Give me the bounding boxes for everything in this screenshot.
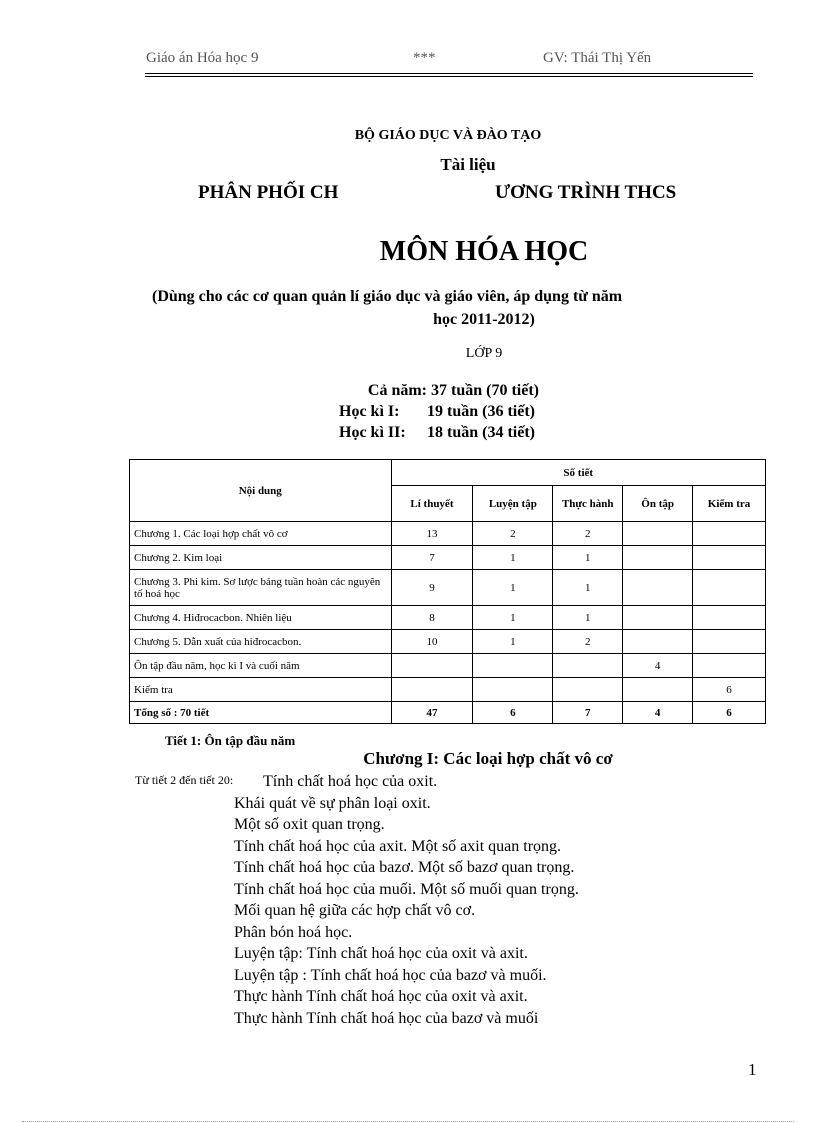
topic-item: Luyện tập : Tính chất hoá học của bazơ và muối. <box>234 966 547 984</box>
topic-item: Phân bón hoá học. <box>234 923 353 941</box>
cell-value: 1 <box>473 546 553 570</box>
cell-value: 2 <box>553 630 623 654</box>
grade-label: LỚP 9 <box>465 346 503 361</box>
usage-line-2: học 2011-2012) <box>433 311 535 328</box>
doc-label: Tài liệu <box>440 155 496 174</box>
cell-value: 9 <box>391 570 473 606</box>
cell-value: 8 <box>391 606 473 630</box>
row-label: Kiểm tra <box>130 678 392 702</box>
cell-value <box>391 678 473 702</box>
row-label: Chương 5. Dẫn xuất của hiđrocacbon. <box>130 630 392 654</box>
cell-value: 1 <box>553 570 623 606</box>
col-header: Thực hành <box>553 486 623 522</box>
usage-line-1: (Dùng cho các cơ quan quản lí giáo dục và giáo viên, áp dụng từ năm <box>152 288 623 305</box>
topic-item: Thực hành Tính chất hoá học của oxit và axit. <box>234 988 528 1005</box>
cell-value <box>623 606 693 630</box>
lesson-1: Tiết 1: Ôn tập đầu năm <box>165 733 296 748</box>
cell-value <box>553 654 623 678</box>
sem1-value: 19 tuần (36 tiết) <box>427 403 535 420</box>
cell-value: 1 <box>553 546 623 570</box>
table-row <box>130 630 766 654</box>
cell-value <box>623 546 693 570</box>
cell-value <box>391 654 473 678</box>
col-header: Kiểm tra <box>693 486 766 522</box>
page-number: 1 <box>748 1060 757 1079</box>
row-label: Chương 3. Phi kim. Sơ lược bảng tuần hoàn các nguyên tố hoá học <box>130 570 392 606</box>
total-value: 7 <box>553 702 623 724</box>
cell-value: 4 <box>623 654 693 678</box>
cell-value: 13 <box>391 522 473 546</box>
page-bottom-rule <box>22 1121 794 1122</box>
table-body <box>130 522 766 724</box>
col-header: Lí thuyết <box>391 486 473 522</box>
table-row <box>130 606 766 630</box>
program-title-part1: PHÂN PHỐI CH <box>198 182 339 203</box>
topic-item: Khái quát về sự phân loại oxit. <box>234 794 431 812</box>
cell-value <box>623 630 693 654</box>
cell-value: 10 <box>391 630 473 654</box>
cell-value: 1 <box>473 630 553 654</box>
topic-item: Luyện tập: Tính chất hoá học của oxit và axit. <box>234 945 528 962</box>
row-label: Chương 1. Các loại hợp chất vô cơ <box>130 522 392 546</box>
header-left: Giáo án Hóa học 9 <box>146 50 259 66</box>
cell-value <box>623 570 693 606</box>
cell-value: 7 <box>391 546 473 570</box>
total-row <box>130 702 766 724</box>
cell-value <box>623 522 693 546</box>
cell-value <box>623 678 693 702</box>
table-row <box>130 570 766 606</box>
cell-value: 1 <box>473 606 553 630</box>
cell-value: 2 <box>553 522 623 546</box>
header-rule-top <box>145 73 753 74</box>
content-header: Nội dung <box>130 460 392 522</box>
cell-value: 6 <box>693 678 766 702</box>
row-label: Chương 4. Hiđrocacbon. Nhiên liệu <box>130 606 392 630</box>
cell-value: 1 <box>553 606 623 630</box>
row-label: Ôn tập đầu năm, học kì I và cuối năm <box>130 654 392 678</box>
total-value: 6 <box>473 702 553 724</box>
table-row <box>130 654 766 678</box>
period-table <box>129 459 766 724</box>
cell-value <box>693 630 766 654</box>
topic-item: Tính chất hoá học của oxit. <box>263 773 438 790</box>
total-value: 4 <box>623 702 693 724</box>
topic-item: Một số oxit quan trọng. <box>234 816 385 833</box>
lesson-range: Từ tiết 2 đến tiết 20: <box>135 773 234 787</box>
cell-value <box>473 654 553 678</box>
total-label: Tổng số : 70 tiết <box>130 702 392 724</box>
topic-item: Tính chất hoá học của muối. Một số muối quan trọng. <box>234 880 579 898</box>
ministry-title: BỘ GIÁO DỤC VÀ ĐÀO TẠO <box>354 128 542 143</box>
table-row <box>130 678 766 702</box>
schedule-summary <box>339 380 539 443</box>
topic-item: Mối quan hệ giữa các hợp chất vô cơ. <box>234 902 476 919</box>
chapter-1-title: Chương I: Các loại hợp chất vô cơ <box>363 749 613 768</box>
cell-value <box>693 546 766 570</box>
table-row <box>130 546 766 570</box>
year-label: Cả năm: <box>367 382 427 399</box>
subject-title: MÔN HÓA HỌC <box>379 236 589 267</box>
col-header: Ôn tập <box>623 486 693 522</box>
cell-value: 1 <box>473 570 553 606</box>
cell-value <box>553 678 623 702</box>
sem2-label: Học kì II: <box>339 424 406 441</box>
header-right: GV: Thái Thị Yến <box>543 50 652 66</box>
cell-value <box>693 606 766 630</box>
sem1-label: Học kì I: <box>339 403 400 420</box>
total-value: 6 <box>693 702 766 724</box>
row-label: Chương 2. Kim loại <box>130 546 392 570</box>
header-middle: *** <box>413 50 436 66</box>
cell-value <box>693 522 766 546</box>
sem2-value: 18 tuần (34 tiết) <box>427 424 535 441</box>
program-title-part2: ƯƠNG TRÌNH THCS <box>495 182 677 203</box>
topic-item: Tính chất hoá học của axit. Một số axit quan trọng. <box>234 837 562 855</box>
topic-list <box>234 771 579 1029</box>
topic-item: Tính chất hoá học của bazơ. Một số bazơ quan trọng. <box>234 859 575 876</box>
col-header: Luyện tập <box>473 486 553 522</box>
cell-value <box>473 678 553 702</box>
total-value: 47 <box>391 702 473 724</box>
periods-header: Số tiết <box>391 460 766 486</box>
header-rule-bottom <box>145 76 753 77</box>
cell-value <box>693 570 766 606</box>
year-value: 37 tuần (70 tiết) <box>431 382 539 399</box>
topic-item: Thực hành Tính chất hoá học của bazơ và muối <box>234 1009 539 1027</box>
table-row <box>130 522 766 546</box>
cell-value: 2 <box>473 522 553 546</box>
cell-value <box>693 654 766 678</box>
